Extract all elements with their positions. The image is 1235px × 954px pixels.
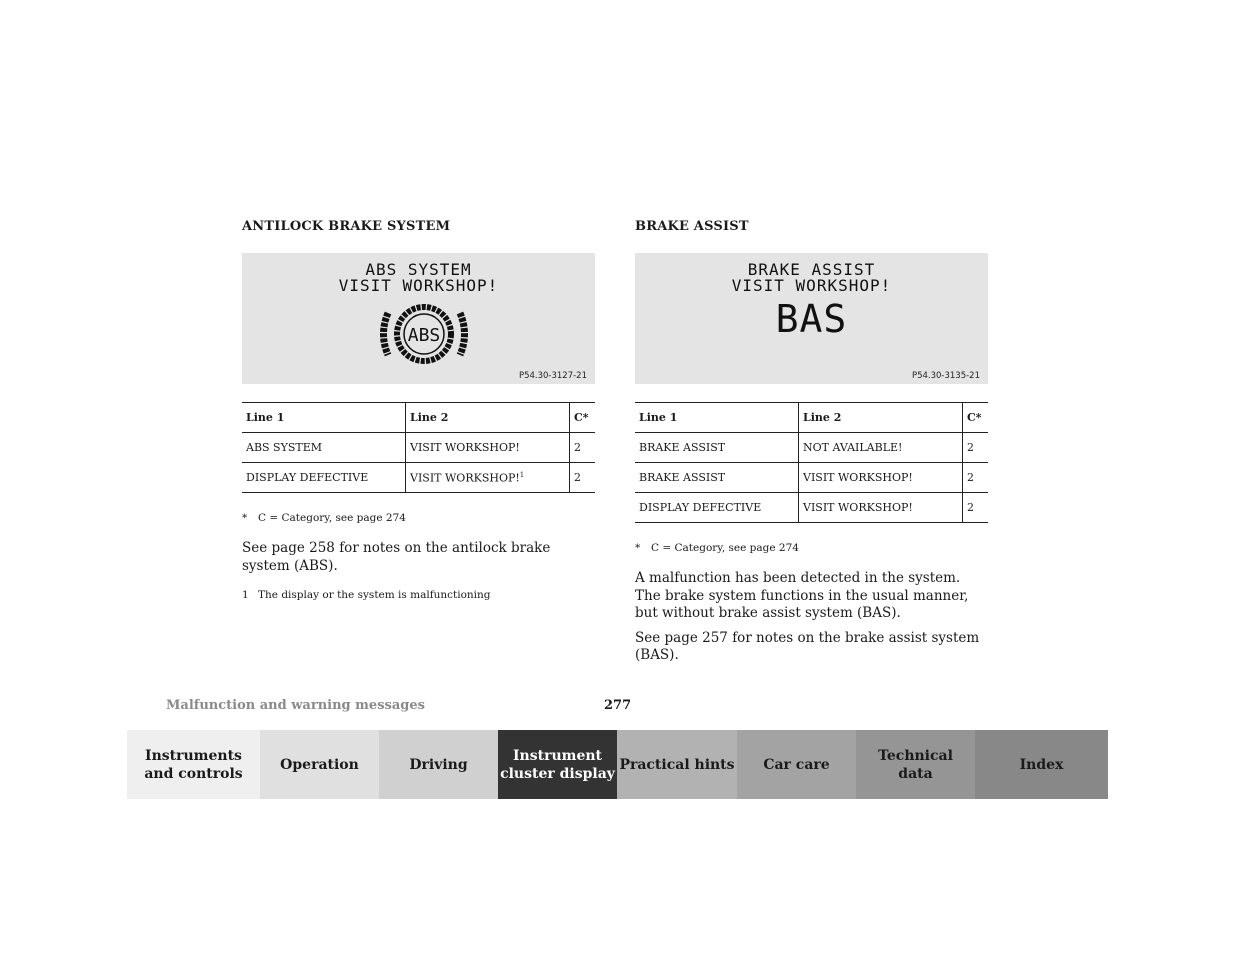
table-cell: DISPLAY DEFECTIVE <box>635 493 799 523</box>
display-line-1: ABS SYSTEM <box>365 260 472 279</box>
table-cell: 2 <box>570 463 596 493</box>
nav-tab-instruments-and-controls[interactable]: Instruments and controls <box>127 730 260 799</box>
column-header: C* <box>963 403 989 433</box>
chapter-navigation-bar <box>127 730 1108 799</box>
category-note <box>635 542 989 554</box>
table-cell: BRAKE ASSIST <box>635 433 799 463</box>
footnote-number: 1 <box>242 589 249 601</box>
note-star: * <box>242 512 248 524</box>
nav-tab-instrument-cluster-display[interactable]: Instrument cluster display <box>498 730 617 799</box>
column-header: Line 2 <box>799 403 963 433</box>
column-header: C* <box>570 403 596 433</box>
footnote-text: The display or the system is malfunctioning <box>258 589 491 601</box>
footer-section-title: Malfunction and warning messages <box>166 698 425 713</box>
bas-symbol: BAS <box>775 297 848 341</box>
abs-warning-icon <box>378 301 470 367</box>
note-text: C = Category, see page 274 <box>651 542 799 554</box>
display-line-1: BRAKE ASSIST <box>747 260 876 279</box>
nav-tab-index[interactable]: Index <box>975 730 1108 799</box>
table-row <box>635 493 988 523</box>
nav-tab-technical-data[interactable]: Technical data <box>856 730 975 799</box>
section-title: ANTILOCK BRAKE SYSTEM <box>242 219 451 234</box>
figure-code: P54.30-3127-21 <box>518 371 587 381</box>
table-cell: VISIT WORKSHOP! <box>799 463 963 493</box>
column-header: Line 1 <box>635 403 799 433</box>
table-row <box>635 463 988 493</box>
figure-code: P54.30-3135-21 <box>911 371 980 381</box>
nav-tab-operation[interactable]: Operation <box>260 730 379 799</box>
note-star: * <box>635 542 641 554</box>
display-line-2: VISIT WORKSHOP! <box>338 276 499 295</box>
column-header: Line 1 <box>242 403 406 433</box>
table-header-row <box>635 403 988 433</box>
table-row <box>635 433 988 463</box>
table-cell: 2 <box>963 463 989 493</box>
nav-tab-driving[interactable]: Driving <box>379 730 498 799</box>
abs-display-illustration <box>242 253 595 384</box>
table-cell: BRAKE ASSIST <box>635 463 799 493</box>
table-header-row <box>242 403 595 433</box>
footnote <box>242 589 596 601</box>
bas-display-illustration <box>635 253 988 384</box>
note-text: C = Category, see page 274 <box>258 512 406 524</box>
section-title: BRAKE ASSIST <box>635 219 749 234</box>
table-cell: VISIT WORKSHOP! <box>799 493 963 523</box>
page-number: 277 <box>604 698 632 713</box>
table-cell: DISPLAY DEFECTIVE <box>242 463 406 493</box>
table-cell: VISIT WORKSHOP! <box>406 433 570 463</box>
table-cell: 2 <box>570 433 596 463</box>
table-cell: NOT AVAILABLE! <box>799 433 963 463</box>
category-note <box>242 512 596 524</box>
body-paragraph: See page 257 for notes on the brake assist system (BAS). <box>635 629 980 663</box>
abs-message-table <box>242 402 595 493</box>
abs-icon-label: ABS <box>407 325 441 346</box>
nav-tab-practical-hints[interactable]: Practical hints <box>617 730 737 799</box>
abs-section <box>242 218 596 601</box>
nav-tab-car-care[interactable]: Car care <box>737 730 856 799</box>
table-row <box>242 463 595 493</box>
footnote-marker: 1 <box>519 470 525 479</box>
column-header: Line 2 <box>406 403 570 433</box>
body-paragraph: See page 258 for notes on the antilock brake system (ABS). <box>242 540 551 574</box>
table-row <box>242 433 595 463</box>
bas-message-table <box>635 402 988 523</box>
table-cell: ABS SYSTEM <box>242 433 406 463</box>
display-line-2: VISIT WORKSHOP! <box>731 276 892 295</box>
body-paragraph: A malfunction has been detected in the system. The brake system functions in the usual manner, but without brake assist system (BAS). <box>635 570 969 621</box>
cell-text: VISIT WORKSHOP! <box>410 471 520 485</box>
table-cell: 2 <box>963 493 989 523</box>
bas-section <box>635 218 989 665</box>
table-cell: 2 <box>963 433 989 463</box>
table-cell <box>406 463 570 493</box>
